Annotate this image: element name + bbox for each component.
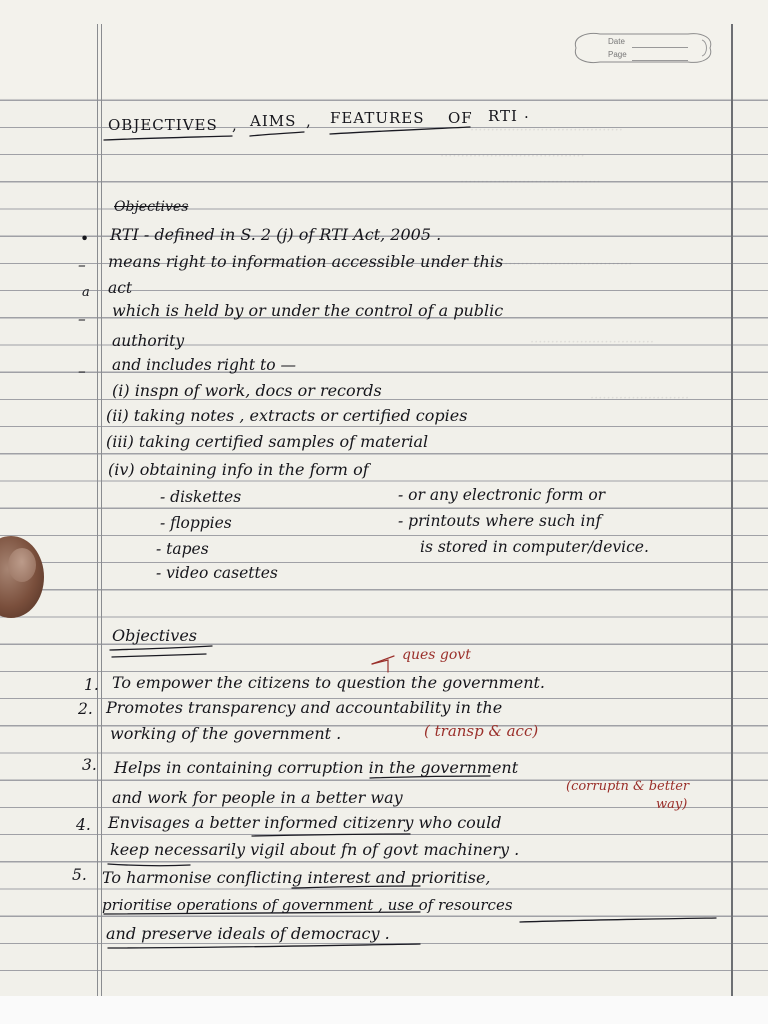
underline-title-features [330, 127, 470, 134]
underline-use-of-resources [520, 918, 716, 922]
bullet-dash: – [78, 256, 86, 274]
underline-title-aims [250, 132, 304, 136]
red-note-way: way) [656, 797, 688, 812]
red-arrow-icon [372, 660, 388, 672]
title-separator: , [306, 112, 312, 130]
objective-line: Helps in containing corruption in the government [114, 758, 519, 777]
margin-mark: a [82, 285, 90, 300]
red-note-ques-govt: ques govt [402, 647, 471, 663]
margin-line-left [97, 24, 98, 998]
red-note-transp-acc: ( transp & acc) [424, 722, 539, 740]
form-item: is stored in computer/device. [420, 538, 649, 556]
form-item: - printouts where such inf [398, 512, 602, 530]
date-blank-line [632, 47, 688, 48]
objective-line: and preserve ideals of democracy . [106, 924, 390, 943]
underline-objectives-heading [110, 646, 212, 650]
objective-number: 1. [84, 676, 99, 694]
definition-line: act [108, 279, 133, 297]
definition-line: authority [112, 332, 185, 350]
title-end-dot: . [524, 104, 530, 122]
date-label: Date [608, 37, 625, 46]
objective-number: 5. [72, 866, 87, 884]
underline-preserve-ideals [108, 944, 420, 948]
definition-line: which is held by or under the control of a public [112, 301, 504, 320]
objective-line: To harmonise conflicting interest and prioritise, [102, 868, 491, 887]
objective-line: working of the government . [110, 724, 342, 743]
bleed-through-text: ·································· [460, 175, 601, 190]
bullet-dot: • [80, 230, 90, 248]
form-item: - floppies [160, 514, 232, 532]
objective-line: keep necessarily vigil about fn of govt machinery . [110, 840, 520, 859]
title-word-objectives: OBJECTIVES [108, 116, 218, 134]
objective-line: To empower the citizens to question the government. [112, 673, 546, 692]
title-word-aims: AIMS [250, 112, 297, 130]
definition-line: (ii) taking notes , extracts or certified copies [106, 406, 468, 425]
objectives-heading: Objectives [112, 626, 198, 645]
objective-number: 2. [78, 700, 93, 718]
underline-title-objectives [104, 136, 232, 140]
form-item: - video casettes [156, 564, 278, 582]
bleed-through-text: ······························ [530, 335, 654, 350]
objective-line: and work for people in a better way [112, 788, 403, 807]
thumb-nail [8, 548, 36, 582]
page-bottom-blank-area [0, 996, 768, 1024]
objective-number: 4. [76, 816, 91, 834]
definition-line: and includes right to — [112, 356, 297, 374]
bleed-through-text: ························ [590, 391, 690, 406]
definition-line: (iii) taking certified samples of material [106, 432, 429, 451]
title-word-of: OF [448, 109, 473, 127]
form-item: - or any electronic form or [398, 486, 606, 504]
objective-number: 3. [82, 756, 97, 774]
definition-line: means right to information accessible under this [108, 252, 504, 271]
underline-keep-necessarily [108, 864, 190, 866]
form-item: - diskettes [160, 488, 242, 506]
margin-line-left-inner [101, 24, 102, 998]
red-note-corruptn: (corruptn & better [566, 779, 690, 794]
objective-line: Promotes transparency and accountability in the [106, 698, 503, 717]
title-word-features: FEATURES [330, 109, 425, 127]
red-arrow-shaft [372, 656, 394, 664]
definition-line: (iv) obtaining info in the form of [108, 460, 369, 479]
bleed-through-text: ··································· [440, 149, 585, 164]
bleed-through-text: ····································· [470, 123, 623, 138]
form-item: - tapes [156, 540, 209, 558]
definition-line: (i) inspn of work, docs or records [112, 381, 382, 400]
title-separator: , [232, 116, 238, 134]
bullet-dash: – [78, 362, 86, 380]
struck-heading: Objectives [114, 199, 189, 215]
page-blank-line [632, 60, 688, 61]
page-label: Page [608, 50, 627, 59]
underline-objectives-heading-2 [112, 654, 206, 657]
title-word-rti: RTI [488, 107, 518, 125]
definition-line: RTI - defined in S. 2 (j) of RTI Act, 2005 . [110, 225, 442, 244]
objective-line: prioritise operations of government , use of resources [102, 896, 513, 914]
page-right-edge [731, 24, 733, 1000]
objective-line: Envisages a better informed citizenry who could [108, 813, 502, 832]
underline-better-informed [252, 834, 410, 836]
bleed-through-text: ································ [500, 257, 633, 272]
date-page-stamp-outline [570, 28, 716, 68]
date-page-stamp [570, 28, 716, 68]
bullet-dash: – [78, 310, 86, 328]
